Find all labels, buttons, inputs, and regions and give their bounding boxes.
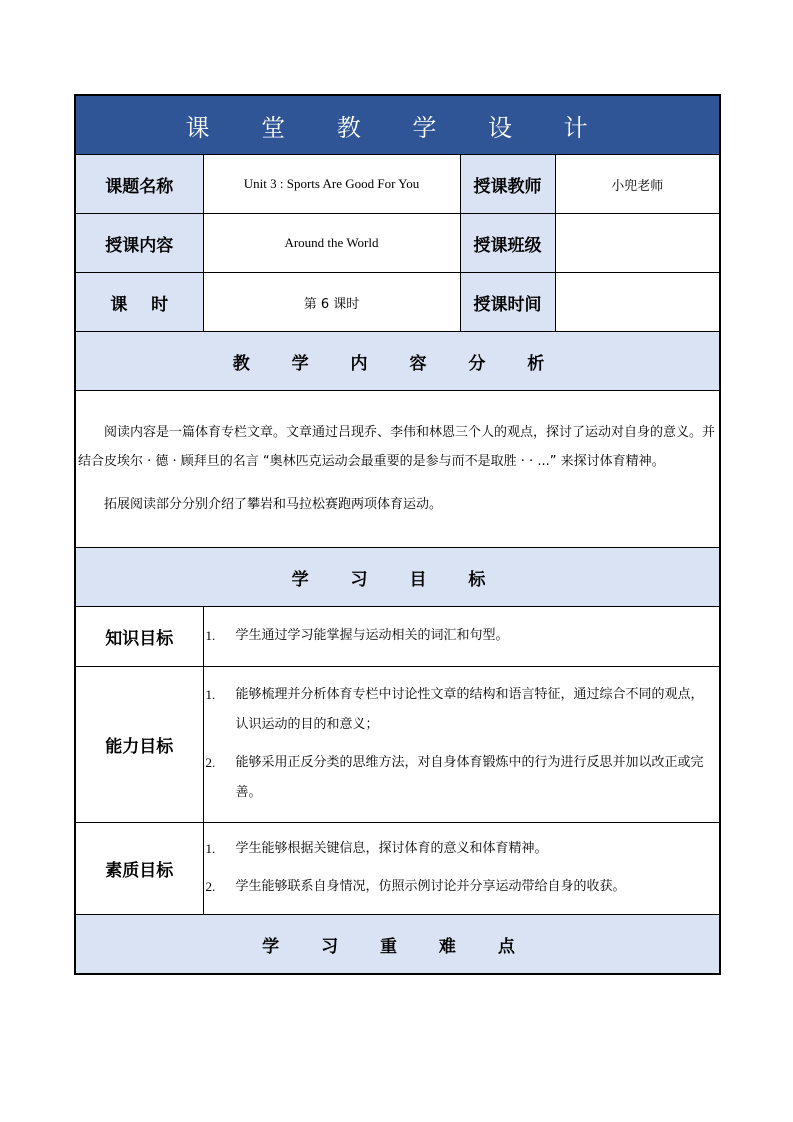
objectives-heading: 学 习 目 标	[75, 548, 720, 607]
time-label: 授课时间	[460, 273, 555, 332]
topic-label: 课题名称	[75, 155, 203, 214]
knowledge-goal-label: 知识目标	[75, 607, 203, 667]
time-value	[555, 273, 720, 332]
list-item	[204, 621, 714, 651]
lesson-plan-table	[74, 94, 721, 975]
class-label: 授课班级	[460, 214, 555, 273]
content-value: Around the World	[203, 214, 460, 273]
list-item	[204, 834, 714, 864]
content-label: 授课内容	[75, 214, 203, 273]
analysis-heading: 教 学 内 容 分 析	[75, 332, 720, 391]
list-number: 2.	[205, 754, 216, 770]
analysis-paragraph-1: 阅读内容是一篇体育专栏文章。文章通过吕现乔、李伟和林恩三个人的观点，探讨了运动对自身的意义。并结合皮埃尔 · 德 · 顾拜旦的名言 “奥林匹克运动会最重要的是参与而不是取胜 · · ...” 来探讨体育精神。	[78, 424, 716, 469]
period-label: 课 时	[75, 273, 203, 332]
teacher-label: 授课教师	[460, 155, 555, 214]
list-text: 学生通过学习能掌握与运动相关的词汇和句型。	[235, 627, 509, 643]
period-value: 第 6 课时	[203, 273, 460, 332]
list-text: 学生能够联系自身情况，仿照示例讨论并分享运动带给自身的收获。	[235, 878, 626, 894]
quality-goal-list	[203, 823, 720, 915]
analysis-paragraph-2: 拓展阅读部分分别介绍了攀岩和马拉松赛跑两项体育运动。	[104, 496, 443, 512]
analysis-body	[75, 391, 720, 548]
class-value	[555, 214, 720, 273]
list-text: 能够采用正反分类的思维方法，对自身体育锻炼中的行为进行反思并加以改正或完善。	[235, 754, 704, 800]
list-number: 1.	[205, 686, 216, 702]
quality-goal-label: 素质目标	[75, 823, 203, 915]
list-number: 1.	[205, 627, 216, 643]
list-number: 2.	[205, 878, 216, 894]
list-item	[204, 872, 714, 902]
list-item	[204, 748, 714, 808]
list-text: 能够梳理并分析体育专栏中讨论性文章的结构和语言特征，通过综合不同的观点，认识运动的目的和意义；	[235, 686, 704, 732]
list-number: 1.	[205, 840, 216, 856]
list-item	[204, 680, 714, 740]
list-text: 学生能够根据关键信息，探讨体育的意义和体育精神。	[235, 840, 548, 856]
document-title: 课 堂 教 学 设 计	[75, 95, 720, 155]
lesson-plan-document	[74, 94, 719, 975]
teacher-value: 小兜老师	[555, 155, 720, 214]
topic-value: Unit 3 : Sports Are Good For You	[203, 155, 460, 214]
keypoints-heading: 学 习 重 难 点	[75, 915, 720, 975]
ability-goal-label: 能力目标	[75, 667, 203, 823]
ability-goal-list	[203, 667, 720, 823]
knowledge-goal-list	[203, 607, 720, 667]
